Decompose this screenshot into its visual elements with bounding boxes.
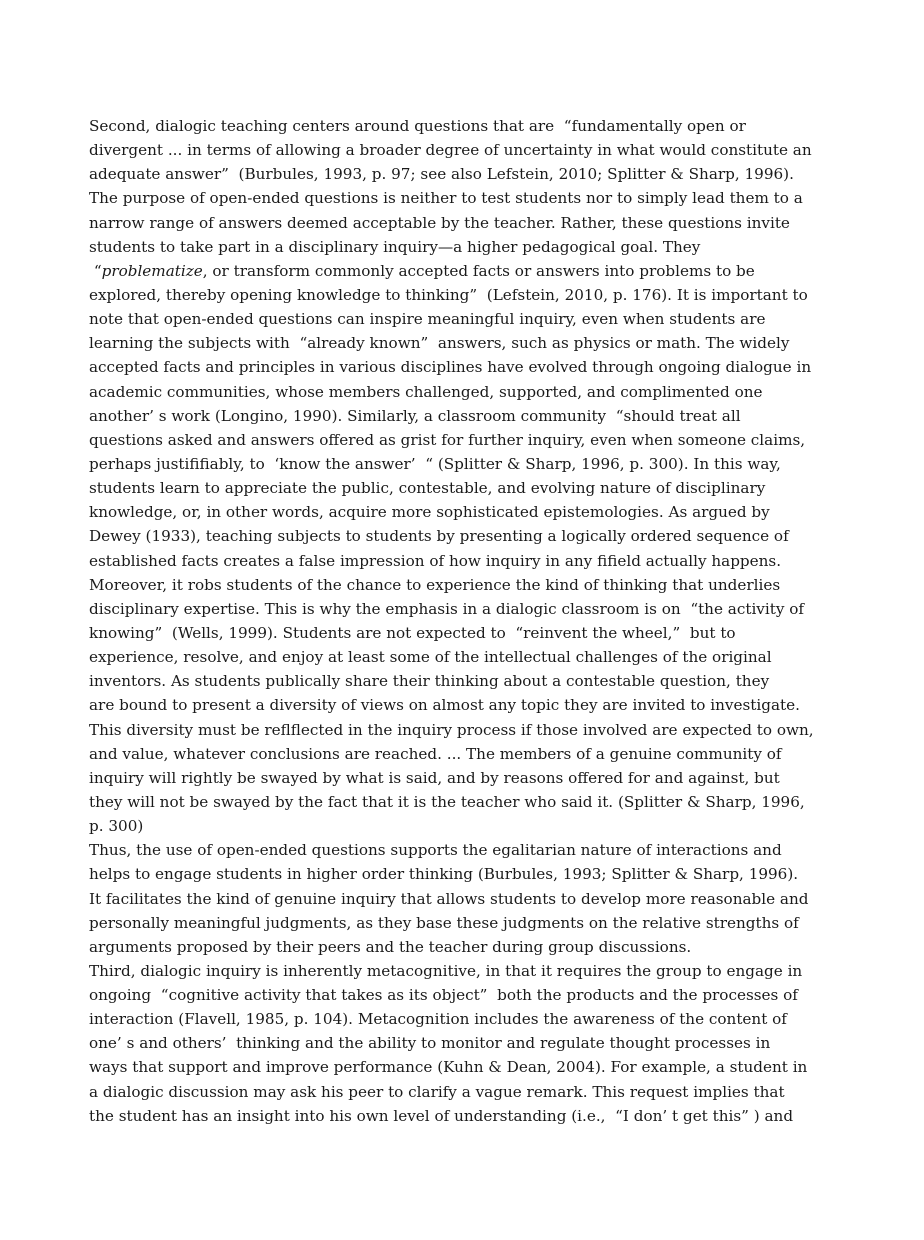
text-line: academic communities, whose members challenged, supported, and complimented one (89, 382, 763, 401)
text-line: established facts creates a false impression of how inquiry in any fifield actually happens. (89, 551, 782, 570)
text-line: p. 300) (89, 817, 144, 836)
text-line: experience, resolve, and enjoy at least some of the intellectual challenges of the original (89, 648, 772, 667)
text-line: they will not be swayed by the fact that it is the teacher who said it. (Splitter & Sharp, 1996, (89, 792, 805, 811)
text-line: divergent ... in terms of allowing a broader degree of uncertainty in what would constitute an (89, 141, 812, 160)
text-line (89, 259, 839, 283)
text-line: learning the subjects with “already known” answers, such as physics or math. The widely (89, 334, 790, 353)
text-line: Thus, the use of open-ended questions supports the egalitarian nature of interactions and (89, 841, 782, 860)
text-line: Second, dialogic teaching centers around questions that are “fundamentally open or (89, 117, 746, 135)
text-line: narrow range of answers deemed acceptable by the teacher. Rather, these questions invite (89, 213, 790, 232)
text-line: It facilitates the kind of genuine inquiry that allows students to develop more reasonable and (89, 889, 809, 908)
text-line: inquiry will rightly be swayed by what is said, and by reasons offered for and against, but (89, 768, 780, 787)
document-body (89, 114, 839, 1128)
text-line: interaction (Flavell, 1985, p. 104). Metacognition includes the awareness of the content of (89, 1010, 787, 1029)
text-line: are bound to present a diversity of views on almost any topic they are invited to investigate. (89, 696, 800, 715)
text-line: accepted facts and principles in various disciplines have evolved through ongoing dialogue in (89, 358, 812, 377)
text-line: knowing” (Wells, 1999). Students are not expected to “reinvent the wheel,” but to (89, 623, 736, 642)
text-line: a dialogic discussion may ask his peer to clarify a vague remark. This request implies that (89, 1082, 785, 1101)
text-line: The purpose of open-ended questions is neither to test students nor to simply lead them to a (89, 189, 803, 208)
italic-term: problematize (101, 261, 203, 280)
text-line: another’ s work (Longino, 1990). Similarly, a classroom community “should treat all (89, 406, 741, 425)
text-line: the student has an insight into his own level of understanding (i.e., “I don’ t get this” ) and (89, 1106, 794, 1125)
text-line: students learn to appreciate the public, contestable, and evolving nature of disciplinary (89, 479, 766, 498)
text-line: helps to engage students in higher order thinking (Burbules, 1993; Splitter & Sharp, 1996). (89, 865, 799, 884)
text-line: note that open-ended questions can inspire meaningful inquiry, even when students are (89, 310, 766, 329)
text-line: This diversity must be reflflected in the inquiry process if those involved are expected to own, (89, 720, 814, 739)
text-line: and value, whatever conclusions are reached. ... The members of a genuine community of (89, 744, 782, 763)
text-line: knowledge, or, in other words, acquire more sophisticated epistemologies. As argued by (89, 503, 770, 522)
text-line: personally meaningful judgments, as they base these judgments on the relative strengths of (89, 913, 799, 932)
text-line: Third, dialogic inquiry is inherently metacognitive, in that it requires the group to engage in (89, 961, 803, 980)
text-line: ongoing “cognitive activity that takes as its object” both the products and the processes of (89, 986, 798, 1005)
opening-quote: “ (89, 261, 102, 280)
line-remainder: , or transform commonly accepted facts or answers into problems to be (202, 261, 755, 280)
text-line: Moreover, it robs students of the chance to experience the kind of thinking that underlies (89, 575, 781, 594)
text-line: questions asked and answers offered as grist for further inquiry, even when someone claims, (89, 430, 806, 449)
text-line: explored, thereby opening knowledge to thinking” (Lefstein, 2010, p. 176). It is important to (89, 285, 808, 304)
text-line: one’ s and others’ thinking and the ability to monitor and regulate thought processes in (89, 1034, 771, 1053)
text-line: ways that support and improve performance (Kuhn & Dean, 2004). For example, a student in (89, 1058, 808, 1077)
text-line: Dewey (1933), teaching subjects to students by presenting a logically ordered sequence of (89, 527, 789, 546)
text-line: students to take part in a disciplinary inquiry—a higher pedagogical goal. They (89, 237, 701, 256)
text-line: perhaps justififiably, to ‘know the answer’ “ (Splitter & Sharp, 1996, p. 300). In this way, (89, 454, 781, 473)
text-line: arguments proposed by their peers and the teacher during group discussions. (89, 937, 692, 956)
text-line: adequate answer” (Burbules, 1993, p. 97; see also Lefstein, 2010; Splitter & Sharp, 1996). (89, 165, 794, 184)
text-line: inventors. As students publically share their thinking about a contestable question, they (89, 672, 770, 691)
text-line: disciplinary expertise. This is why the emphasis in a dialogic classroom is on “the activity of (89, 599, 805, 618)
